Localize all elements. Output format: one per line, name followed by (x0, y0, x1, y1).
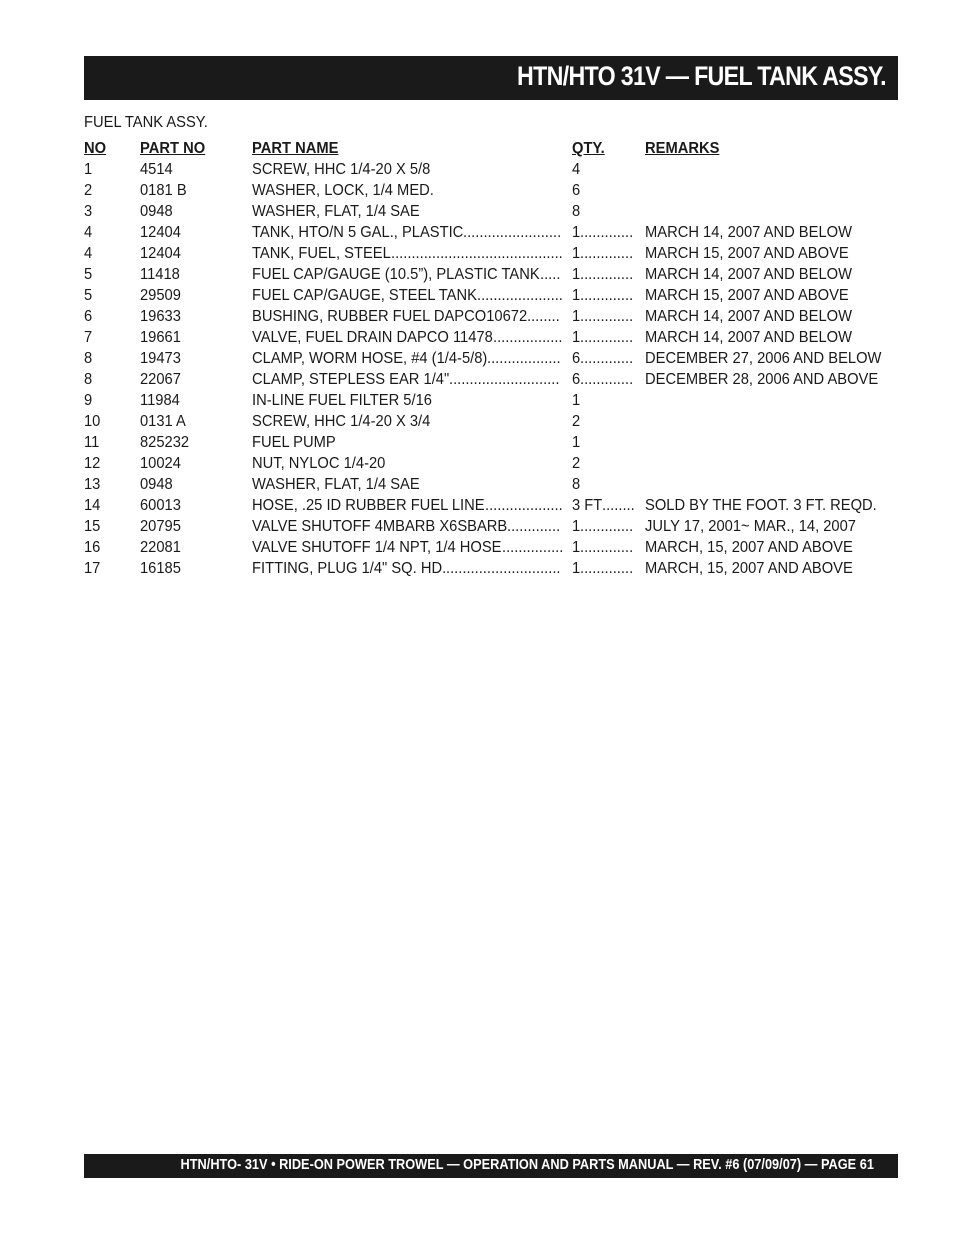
dot-leader: ............. (580, 329, 634, 346)
cell-part-no: 22081 (140, 539, 181, 556)
table-row (84, 413, 904, 434)
cell-no: 5 (84, 287, 93, 304)
dot-leader: ................. (492, 329, 563, 346)
cell-qty: 1 (572, 287, 581, 304)
cell-qty: 3 FT (572, 497, 603, 514)
dot-leader: ............. (580, 287, 634, 304)
cell-part-no: 16185 (140, 560, 181, 577)
cell-no: 1 (84, 161, 93, 178)
page-title: HTN/HTO 31V — FUEL TANK ASSY. (517, 61, 886, 91)
cell-part-name: NUT, NYLOC 1/4-20 (252, 455, 386, 472)
cell-part-no: 12404 (140, 245, 181, 262)
dot-leader: ............. (580, 518, 634, 535)
column-header-no: NO (84, 140, 107, 157)
cell-part-no: 11984 (140, 392, 180, 409)
dot-leader: ................... (484, 497, 563, 514)
dot-leader: .................. (487, 350, 561, 367)
dot-leader: ........................... (449, 371, 560, 388)
cell-part-name: WASHER, FLAT, 1/4 SAE (252, 203, 420, 220)
section-title: FUEL TANK ASSY. (84, 114, 208, 131)
cell-part-no: 0131 A (140, 413, 186, 430)
table-row (84, 434, 904, 455)
cell-part-no: 825232 (140, 434, 190, 451)
column-header-remarks: REMARKS (645, 140, 720, 157)
table-row (84, 203, 904, 224)
cell-qty: 1 (572, 308, 581, 325)
cell-part-name: VALVE, FUEL DRAIN DAPCO 11478 (252, 329, 493, 346)
cell-qty: 1 (572, 560, 581, 577)
cell-qty: 1 (572, 539, 581, 556)
cell-part-no: 20795 (140, 518, 181, 535)
dot-leader: ............................ (446, 560, 561, 577)
cell-no: 8 (84, 371, 93, 388)
cell-part-no: 22067 (140, 371, 181, 388)
cell-no: 7 (84, 329, 93, 346)
cell-part-no: 0948 (140, 476, 173, 493)
table-row (84, 266, 904, 287)
cell-part-name: VALVE SHUTOFF 1/4 NPT, 1/4 HOSE (252, 539, 502, 556)
cell-remarks: MARCH, 15, 2007 AND ABOVE (645, 560, 853, 577)
cell-qty: 6 (572, 371, 581, 388)
dot-leader: ............. (507, 518, 561, 535)
cell-remarks: MARCH 15, 2007 AND ABOVE (645, 245, 849, 262)
cell-no: 13 (84, 476, 101, 493)
cell-no: 9 (84, 392, 93, 409)
footer-bar (84, 1154, 898, 1178)
cell-part-no: 4514 (140, 161, 173, 178)
dot-leader: ........................ (463, 224, 562, 241)
dot-leader: ............. (580, 350, 634, 367)
cell-part-name: TANK, FUEL, STEEL (252, 245, 391, 262)
cell-remarks: JULY 17, 2001~ MAR., 14, 2007 (645, 518, 856, 535)
cell-no: 3 (84, 203, 93, 220)
table-row (84, 476, 904, 497)
cell-remarks: MARCH, 15, 2007 AND ABOVE (645, 539, 853, 556)
table-row (84, 497, 904, 518)
column-header-qty: QTY. (572, 140, 605, 157)
cell-part-no: 0948 (140, 203, 173, 220)
cell-remarks: MARCH 14, 2007 AND BELOW (645, 308, 852, 325)
cell-part-name: WASHER, LOCK, 1/4 MED. (252, 182, 434, 199)
column-header-part-name: PART NAME (252, 140, 339, 157)
table-row (84, 350, 904, 371)
cell-part-no: 10024 (140, 455, 181, 472)
cell-qty: 1 (572, 434, 581, 451)
cell-part-name: SCREW, HHC 1/4-20 X 5/8 (252, 161, 431, 178)
cell-remarks: DECEMBER 28, 2006 AND ABOVE (645, 371, 879, 388)
cell-part-no: 19633 (140, 308, 181, 325)
dot-leader: ............. (580, 308, 634, 325)
table-row (84, 329, 904, 350)
cell-no: 16 (84, 539, 101, 556)
cell-no: 8 (84, 350, 93, 367)
cell-part-name: TANK, HTO/N 5 GAL., PLASTIC (252, 224, 464, 241)
cell-qty: 8 (572, 203, 581, 220)
cell-qty: 4 (572, 161, 581, 178)
cell-no: 4 (84, 245, 93, 262)
cell-no: 5 (84, 266, 93, 283)
dot-leader: ............. (580, 266, 634, 283)
cell-part-name: HOSE, .25 ID RUBBER FUEL LINE (252, 497, 485, 514)
cell-remarks: SOLD BY THE FOOT. 3 FT. REQD. (645, 497, 877, 514)
dot-leader: ............. (580, 371, 634, 388)
cell-part-no: 19661 (140, 329, 181, 346)
cell-part-name: FUEL PUMP (252, 434, 336, 451)
cell-part-name: BUSHING, RUBBER FUEL DAPCO10672 (252, 308, 528, 325)
dot-leader: ............. (580, 539, 634, 556)
table-row (84, 371, 904, 392)
cell-no: 2 (84, 182, 93, 199)
table-row (84, 392, 904, 413)
cell-no: 14 (84, 497, 101, 514)
table-row (84, 287, 904, 308)
cell-qty: 1 (572, 392, 581, 409)
cell-no: 10 (84, 413, 101, 430)
dot-leader: ..... (539, 266, 561, 283)
dot-leader: ..................... (476, 287, 563, 304)
cell-part-name: CLAMP, STEPLESS EAR 1/4" (252, 371, 450, 388)
cell-part-name: FUEL CAP/GAUGE (10.5”), PLASTIC TANK (252, 266, 540, 283)
cell-remarks: MARCH 15, 2007 AND ABOVE (645, 287, 849, 304)
cell-no: 15 (84, 518, 101, 535)
cell-part-no: 11418 (140, 266, 180, 283)
column-header-part-no: PART NO (140, 140, 206, 157)
dot-leader: ............. (580, 224, 634, 241)
dot-leader: ........ (527, 308, 560, 325)
cell-part-no: 29509 (140, 287, 181, 304)
cell-part-name: FITTING, PLUG 1/4" SQ. HD. (252, 560, 447, 577)
cell-no: 17 (84, 560, 101, 577)
dot-leader: ............. (580, 560, 634, 577)
cell-part-no: 12404 (140, 224, 181, 241)
dot-leader: .......................................... (390, 245, 563, 262)
table-body (84, 161, 904, 581)
table-row (84, 182, 904, 203)
dot-leader: ............... (501, 539, 563, 556)
parts-table (84, 140, 904, 581)
cell-part-name: VALVE SHUTOFF 4MBARB X6SBARB (252, 518, 508, 535)
cell-qty: 1 (572, 518, 581, 535)
cell-part-name: IN-LINE FUEL FILTER 5/16 (252, 392, 432, 409)
cell-qty: 1 (572, 266, 581, 283)
footer-text: HTN/HTO- 31V • RIDE-ON POWER TROWEL — OPERATION AND PARTS MANUAL — REV. #6 (07/09/07) — PAGE 61 (180, 1157, 874, 1173)
cell-part-name: FUEL CAP/GAUGE, STEEL TANK (252, 287, 477, 304)
cell-qty: 1 (572, 245, 581, 262)
cell-part-name: SCREW, HHC 1/4-20 X 3/4 (252, 413, 431, 430)
cell-part-no: 0181 B (140, 182, 187, 199)
table-header-row (84, 140, 904, 161)
cell-qty: 6 (572, 350, 581, 367)
cell-remarks: MARCH 14, 2007 AND BELOW (645, 224, 852, 241)
dot-leader: ........ (602, 497, 635, 514)
header-bar (84, 56, 898, 100)
cell-no: 11 (84, 434, 100, 451)
table-row (84, 560, 904, 581)
cell-part-name: WASHER, FLAT, 1/4 SAE (252, 476, 420, 493)
cell-part-no: 19473 (140, 350, 181, 367)
cell-qty: 2 (572, 413, 581, 430)
dot-leader: ............. (580, 245, 634, 262)
cell-part-no: 60013 (140, 497, 181, 514)
cell-qty: 2 (572, 455, 581, 472)
cell-qty: 6 (572, 182, 581, 199)
cell-qty: 1 (572, 329, 581, 346)
cell-remarks: MARCH 14, 2007 AND BELOW (645, 266, 852, 283)
table-row (84, 455, 904, 476)
cell-no: 12 (84, 455, 101, 472)
table-row (84, 161, 904, 182)
cell-qty: 8 (572, 476, 581, 493)
table-row (84, 518, 904, 539)
cell-remarks: MARCH 14, 2007 AND BELOW (645, 329, 852, 346)
cell-no: 6 (84, 308, 93, 325)
cell-qty: 1 (572, 224, 581, 241)
cell-part-name: CLAMP, WORM HOSE, #4 (1/4-5/8) (252, 350, 488, 367)
table-row (84, 224, 904, 245)
cell-remarks: DECEMBER 27, 2006 AND BELOW (645, 350, 882, 367)
table-row (84, 308, 904, 329)
table-row (84, 245, 904, 266)
cell-no: 4 (84, 224, 93, 241)
table-row (84, 539, 904, 560)
